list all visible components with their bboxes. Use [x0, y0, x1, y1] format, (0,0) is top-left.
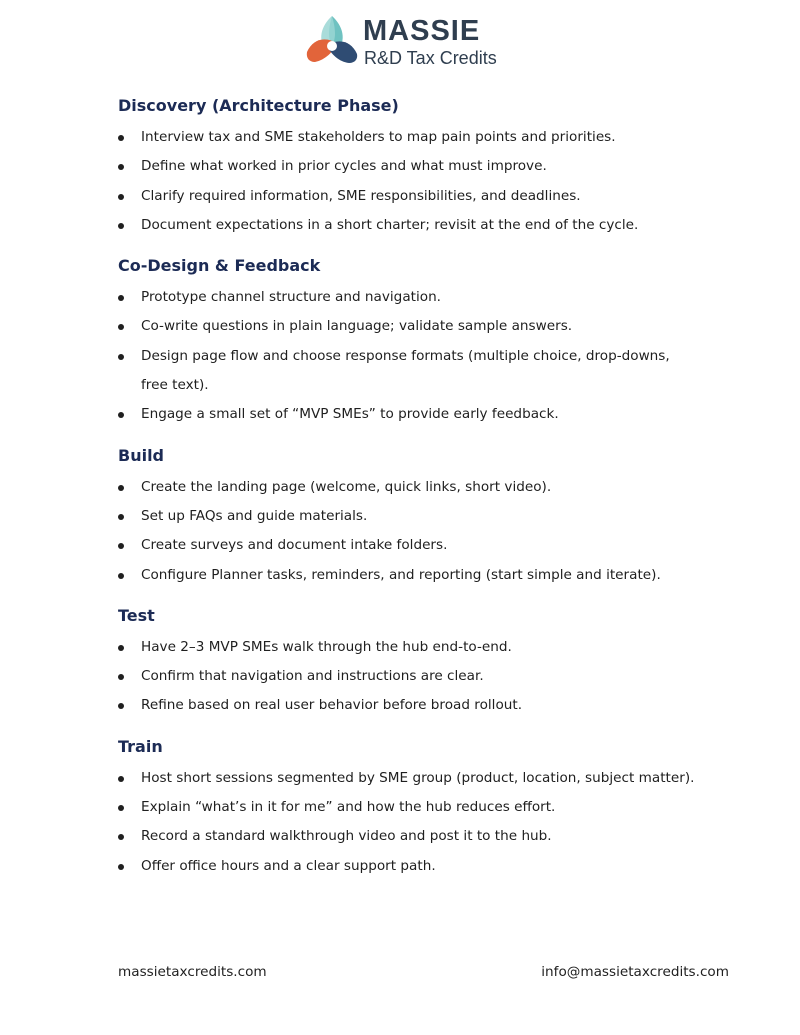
section-heading: Test — [118, 605, 155, 625]
list-item: Design page flow and choose response formats (multiple choice, drop-downs, free text). — [118, 342, 698, 401]
list-item: Prototype channel structure and navigation. — [118, 283, 698, 312]
section-discovery — [118, 93, 698, 240]
list-item: Confirm that navigation and instructions are clear. — [118, 662, 698, 691]
section-heading: Build — [118, 445, 165, 465]
list-item: Record a standard walkthrough video and post it to the hub. — [118, 822, 698, 851]
list-item: Explain “what’s in it for me” and how the hub reduces effort. — [118, 793, 698, 822]
list-item: Clarify required information, SME responsibilities, and deadlines. — [118, 182, 698, 211]
list-item: Offer office hours and a clear support path. — [118, 852, 698, 881]
bullet-list — [118, 283, 698, 429]
list-item: Interview tax and SME stakeholders to map pain points and priorities. — [118, 123, 698, 152]
list-item: Create surveys and document intake folders. — [118, 531, 698, 560]
footer-website: massietaxcredits.com — [118, 964, 267, 980]
company-logo — [303, 12, 503, 70]
bullet-list — [118, 473, 698, 590]
list-item: Co-write questions in plain language; validate sample answers. — [118, 312, 698, 341]
list-item: Have 2–3 MVP SMEs walk through the hub end-to-end. — [118, 633, 698, 662]
list-item: Document expectations in a short charter; revisit at the end of the cycle. — [118, 211, 698, 240]
bullet-list — [118, 633, 698, 721]
bullet-list — [118, 123, 698, 240]
section-test — [118, 603, 698, 721]
section-train — [118, 734, 698, 881]
footer-email: info@massietaxcredits.com — [541, 964, 729, 980]
list-item: Set up FAQs and guide materials. — [118, 502, 698, 531]
logo-mark-icon — [303, 12, 361, 68]
list-item: Create the landing page (welcome, quick links, short video). — [118, 473, 698, 502]
section-co-design — [118, 253, 698, 429]
document-body — [118, 93, 698, 894]
list-item: Engage a small set of “MVP SMEs” to provide early feedback. — [118, 400, 698, 429]
section-heading: Co-Design & Feedback — [118, 256, 321, 276]
section-heading: Discovery (Architecture Phase) — [118, 96, 399, 115]
logo-tagline: R&D Tax Credits — [364, 48, 497, 68]
list-item: Configure Planner tasks, reminders, and reporting (start simple and iterate). — [118, 561, 698, 590]
list-item: Define what worked in prior cycles and what must improve. — [118, 152, 698, 181]
section-heading: Train — [118, 736, 163, 756]
list-item: Refine based on real user behavior before broad rollout. — [118, 691, 698, 720]
list-item: Host short sessions segmented by SME group (product, location, subject matter). — [118, 764, 698, 793]
logo-name: MASSIE — [363, 15, 481, 47]
bullet-list — [118, 764, 698, 881]
section-build — [118, 443, 698, 590]
